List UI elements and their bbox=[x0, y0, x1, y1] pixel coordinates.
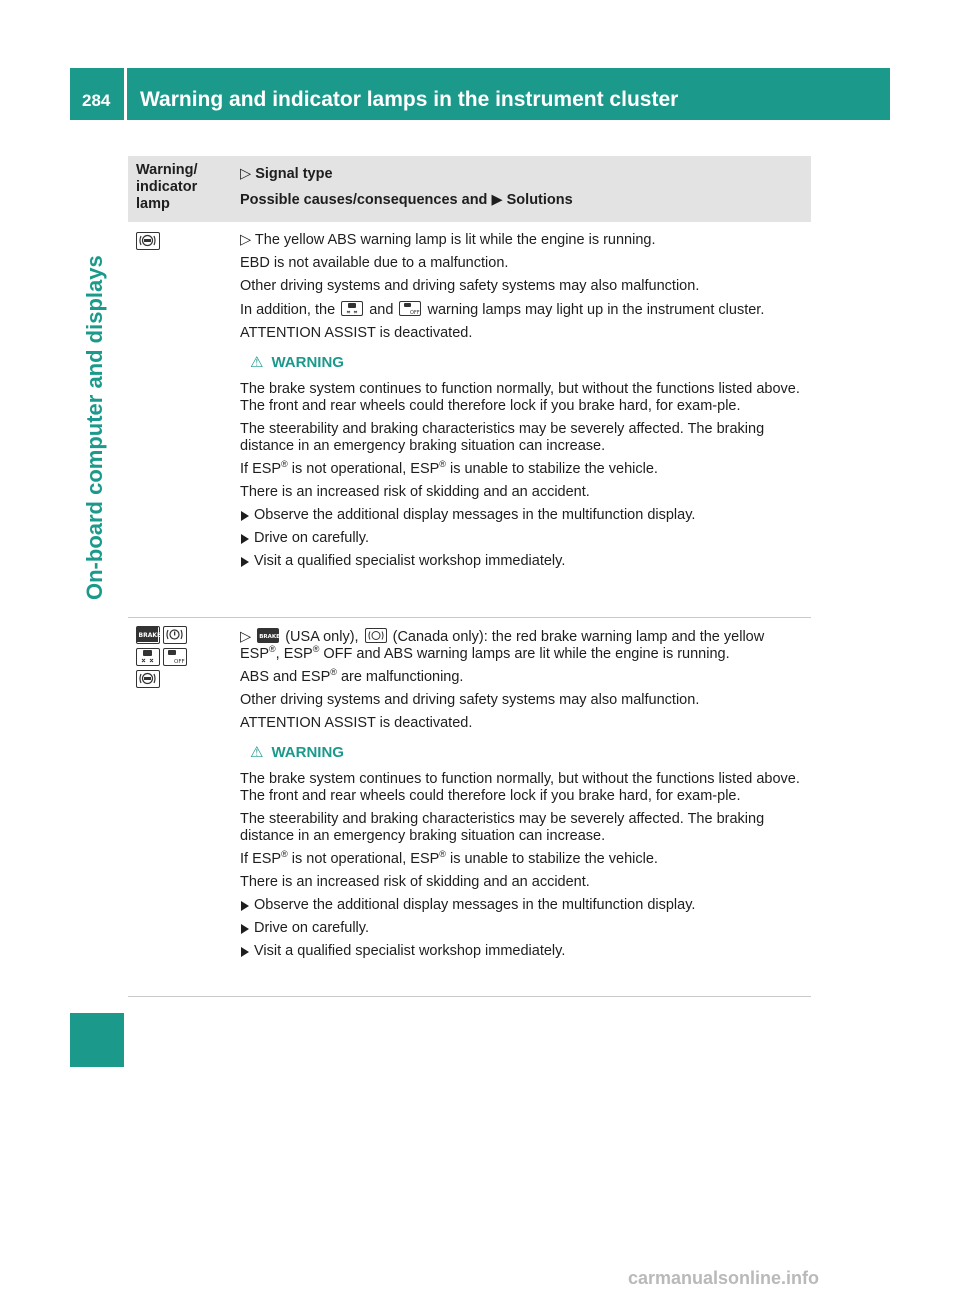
section-side-label: On-board computer and displays bbox=[82, 255, 107, 600]
row1-signal: The yellow ABS warning lamp is lit while the engine is running. bbox=[254, 232, 656, 248]
esp-lamp-icon bbox=[136, 648, 160, 666]
row2-lamps bbox=[136, 626, 216, 692]
brake-circle-lamp-icon bbox=[365, 628, 387, 643]
row2-warning-text: The brake system continues to function normally, but without the functions listed above. The front and rear wheels could therefore lock if you brake hard, for exam-ple. bbox=[240, 771, 800, 804]
row2-description bbox=[240, 628, 806, 966]
signal-triangle-icon: ▷ bbox=[240, 629, 256, 645]
warning-triangle-icon: ⚠ bbox=[250, 744, 264, 761]
brake-warning-lamp-icon bbox=[136, 626, 160, 644]
row1-solution: Visit a qualified specialist workshop immediately. bbox=[240, 553, 806, 570]
table-header-signal bbox=[240, 164, 800, 212]
row1-cause: EBD is not available due to a malfunction. bbox=[240, 255, 509, 271]
header-divider bbox=[124, 68, 127, 120]
warning-triangle-icon: ⚠ bbox=[250, 354, 264, 371]
row1-warning-heading: ⚠ WARNING bbox=[250, 354, 344, 371]
row2-warning-text: The steerability and braking characteristics may be severely affected. The braking distance in an emergency braking situation can increase. bbox=[240, 811, 765, 844]
row1-description bbox=[240, 232, 806, 576]
page-number: 284 bbox=[82, 91, 111, 110]
esp-off-lamp-icon bbox=[163, 648, 187, 666]
brake-circle-lamp-icon bbox=[163, 626, 187, 644]
svg-text:BRAKE: BRAKE bbox=[138, 632, 162, 639]
row2-consequence: Other driving systems and driving safety systems may also malfunction. bbox=[240, 692, 700, 708]
row2-solution: Observe the additional display messages in the multifunction display. bbox=[240, 897, 806, 914]
page-title: Warning and indicator lamps in the instrument cluster bbox=[140, 88, 679, 111]
svg-text:BRAKE: BRAKE bbox=[259, 634, 281, 640]
row2-warning-text: There is an increased risk of skidding and an accident. bbox=[240, 874, 590, 890]
row-divider bbox=[128, 996, 811, 997]
row2-solution: Visit a qualified specialist workshop immediately. bbox=[240, 943, 806, 960]
row-divider bbox=[128, 617, 811, 618]
row2-warning-text: If ESP® is not operational, ESP® is unable to stabilize the vehicle. bbox=[240, 849, 658, 867]
row1-warning-text: The steerability and braking characteristics may be severely affected. The braking distance in an emergency braking situation can increase. bbox=[240, 421, 765, 454]
signal-triangle-icon: ▷ bbox=[240, 232, 255, 248]
row1-consequence: Other driving systems and driving safety systems may also malfunction. bbox=[240, 278, 700, 294]
row1-attention-assist: ATTENTION ASSIST is deactivated. bbox=[240, 325, 473, 341]
brake-warning-lamp-icon bbox=[257, 628, 279, 643]
section-marker bbox=[70, 1013, 124, 1067]
row1-warning-text: If ESP® is not operational, ESP® is unable to stabilize the vehicle. bbox=[240, 459, 658, 477]
row1-warning-text: There is an increased risk of skidding and an accident. bbox=[240, 484, 590, 500]
signal-triangle-icon: ▷ bbox=[240, 166, 252, 182]
row1-solution: Observe the additional display messages in the multifunction display. bbox=[240, 507, 806, 524]
signal-type-label: Signal type bbox=[255, 166, 333, 182]
solution-arrow-icon: ▶ bbox=[491, 192, 503, 208]
causes-label: Possible causes/consequences and bbox=[240, 192, 488, 208]
row2-attention-assist: ATTENTION ASSIST is deactivated. bbox=[240, 715, 473, 731]
row2-solution: Drive on carefully. bbox=[240, 920, 806, 937]
abs-warning-lamp-icon bbox=[136, 670, 160, 688]
row1-warning-text: The brake system continues to function normally, but without the functions listed above. The front and rear wheels could therefore lock if you brake hard, for exam-ple. bbox=[240, 381, 800, 414]
esp-lamp-icon bbox=[341, 301, 363, 316]
table-header-lamp: Warning/ indicator lamp bbox=[136, 162, 198, 212]
watermark: carmanualsonline.info bbox=[628, 1268, 820, 1288]
row1-lamps bbox=[136, 232, 163, 254]
solutions-label: Solutions bbox=[506, 192, 573, 208]
row2-signal: ▷ BRAKE (USA only), (Canada only): the red brake warning lamp and the yellow ESP®, ESP® OFF and ABS warning lamps are lit while the engine is running. bbox=[240, 629, 765, 662]
esp-off-lamp-icon bbox=[399, 301, 421, 316]
svg-text:OFF: OFF bbox=[174, 659, 185, 665]
row1-solution: Drive on carefully. bbox=[240, 530, 806, 547]
svg-text:OFF: OFF bbox=[410, 310, 421, 316]
row2-warning-heading: ⚠ WARNING bbox=[250, 744, 344, 761]
abs-warning-lamp-icon bbox=[136, 232, 160, 250]
row1-additional-lamps: In addition, the and OFF warning lamps may light up in the instrument cluster. bbox=[240, 302, 765, 318]
row2-cause: ABS and ESP® are malfunctioning. bbox=[240, 667, 464, 685]
